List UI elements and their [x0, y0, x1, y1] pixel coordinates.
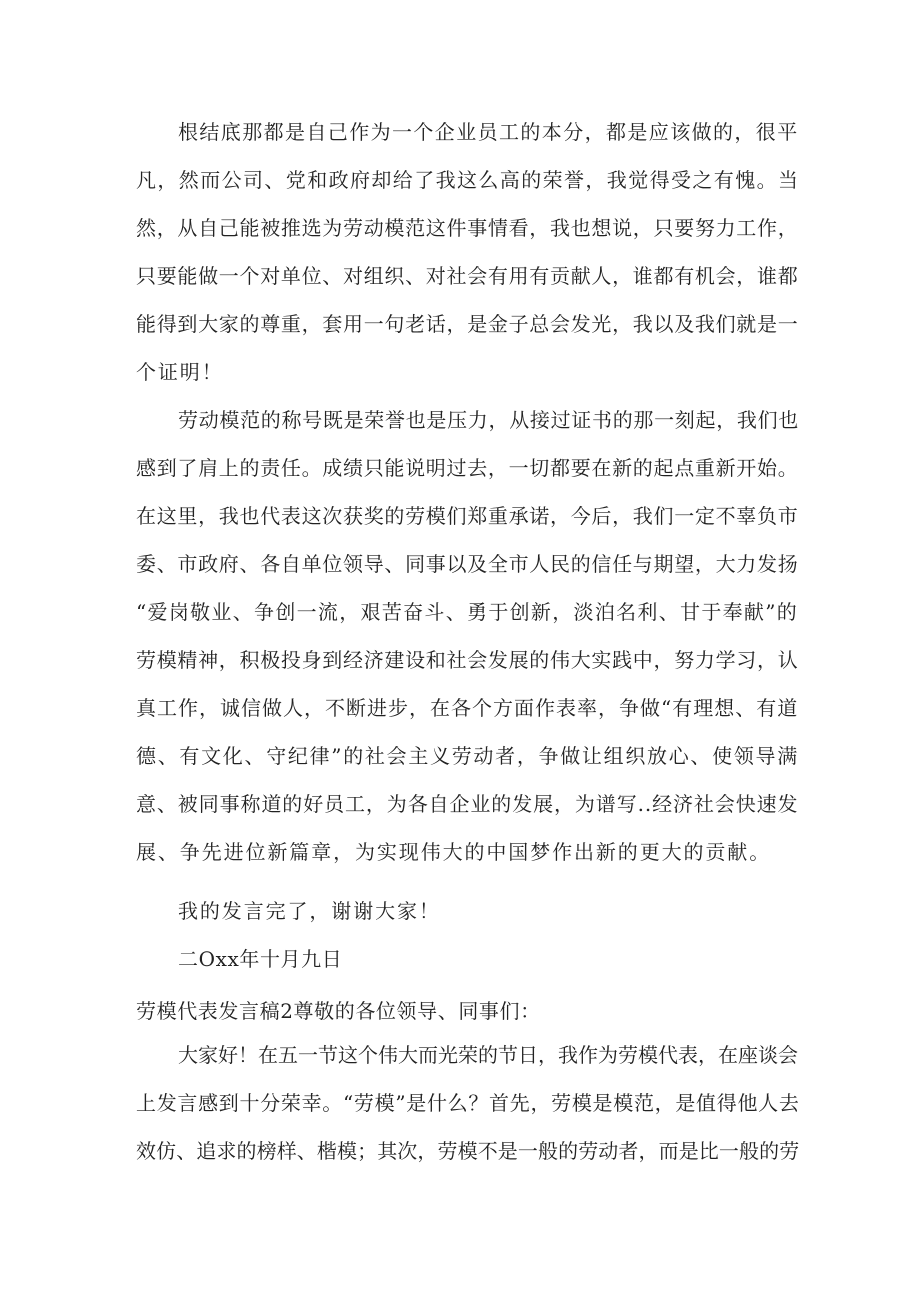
text-line: 上发言感到十分荣幸。“劳模”是什么？首先，劳模是模范，是值得他人去 — [136, 1091, 800, 1115]
text-line: 在这里，我也代表这次获奖的劳模们郑重承诺，今后，我们一定不辜负市 — [136, 504, 799, 528]
text-line: 委、市政府、各自单位领导、同事以及全市人民的信任与期望，大力发扬 — [136, 552, 799, 576]
text-line: 凡，然而公司、党和政府却给了我这么高的荣誉，我觉得受之有愧。当 — [136, 168, 800, 192]
text-line: 劳模精神，积极投身到经济建设和社会发展的伟大实践中，努力学习，认 — [136, 648, 799, 672]
text-line: “爱岗敬业、争创一流，艰苦奋斗、勇于创新，淡泊名利、甘于奉献”的 — [136, 600, 799, 624]
text-line: 劳动模范的称号既是荣誉也是压力，从接过证书的那一刻起，我们也 — [178, 408, 799, 432]
text-line: 意、被同事称道的好员工，为各自企业的发展，为谱写..经济社会快速发 — [136, 792, 799, 816]
text-line: 然，从自己能被推选为劳动模范这件事情看，我也想说，只要努力工作， — [136, 216, 799, 240]
text-line: 大家好！在五一节这个伟大而光荣的节日，我作为劳模代表，在座谈会 — [178, 1043, 798, 1067]
text-line: 德、有文化、守纪律”的社会主义劳动者，争做让组织放心、使领导满 — [136, 744, 799, 768]
text-line: 感到了肩上的责任。成绩只能说明过去，一切都要在新的起点重新开始。 — [136, 456, 799, 480]
text-line: 能得到大家的尊重，套用一句老话，是金子总会发光，我以及我们就是一 — [136, 312, 799, 336]
text-line: 只要能做一个对单位、对组织、对社会有用有贡献人，谁都有机会，谁都 — [136, 264, 799, 288]
text-line: 真工作，诚信做人，不断进步，在各个方面作表率，争做“有理想、有道 — [136, 696, 799, 720]
text-line: 效仿、追求的榜样、楷模；其次，劳模不是一般的劳动者，而是比一般的劳 — [136, 1139, 800, 1163]
section-heading: 劳模代表发言稿2尊敬的各位领导、同事们： — [136, 999, 541, 1023]
text-line: 个证明！ — [136, 360, 224, 384]
closing-line: 我的发言完了，谢谢大家！ — [178, 899, 441, 923]
text-line: 展、争先进位新篇章，为实现伟大的中国梦作出新的更大的贡献。 — [136, 840, 772, 864]
text-line: 根结底那都是自己作为一个企业员工的本分，都是应该做的，很平 — [178, 120, 799, 144]
date-line: 二Oxx年十月九日 — [178, 947, 343, 971]
